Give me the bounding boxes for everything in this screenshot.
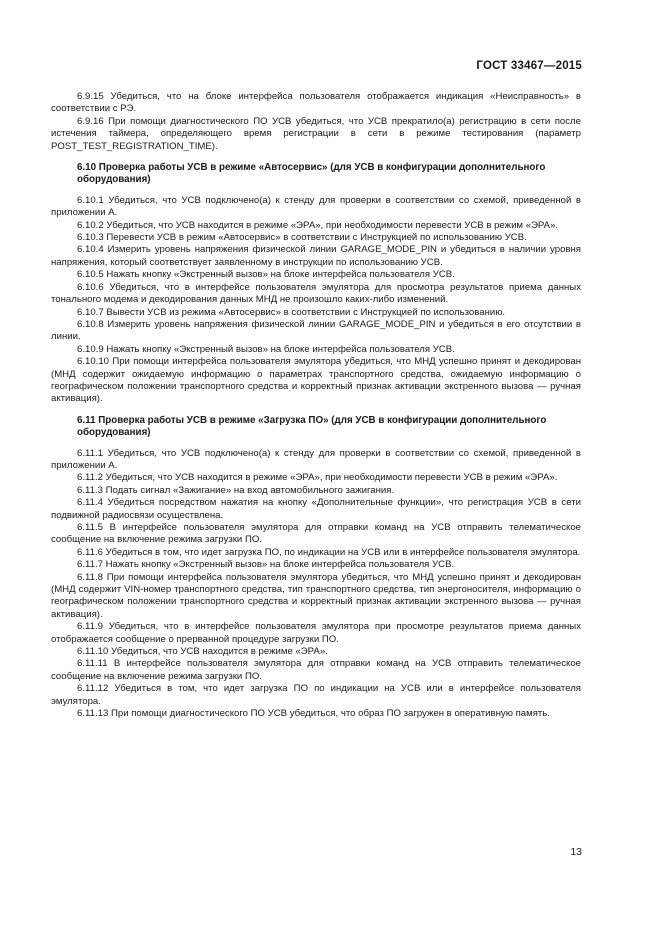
- paragraph-6-10-9: 6.10.9 Нажать кнопку «Экстренный вызов» на блоке интерфейса пользователя УСВ.: [77, 343, 455, 355]
- paragraph-6-10-10: 6.10.10 При помощи интерфейса пользователя эмулятора убедиться, что МНД успешно принят и декодирован (МНД содержит ожидаемую информацию о параметрах транспортного средства, ожидаемую информацию о географическом положении транспортного средства и корректный признак активации экстренного вызова — ручная активация).: [51, 356, 581, 405]
- paragraph-6-10-1: 6.10.1 Убедиться, что УСВ подключено(а) к стенду для проверки в соответствии со схемой, приведенной в приложении А.: [51, 194, 581, 219]
- paragraph-6-11-4: 6.11.4 Убедиться посредством нажатия на кнопку «Дополнительные функции», что регистрация УСВ в сети подвижной радиосвязи осуществлена.: [51, 497, 581, 521]
- paragraph-6-9-16: 6.9.16 При помощи диагностического ПО УСВ убедиться, что УСВ прекратило(а) регистрацию в сети после истечения таймера, определяющего время регистрации в сети в режиме тестирования (параметр POST_TEST_REGISTRATION_TIME).: [51, 115, 581, 152]
- paragraph-6-10-8: 6.10.8 Измерить уровень напряжения физической линии GARAGE_MODE_PIN и убедиться в его отсутствии в линии.: [51, 318, 581, 343]
- paragraph-6-11-3: 6.11.3 Подать сигнал «Зажигание» на вход автомобильного зажигания.: [77, 484, 395, 496]
- paragraph-6-11-8: 6.11.8 При помощи интерфейса пользователя эмулятора убедиться, что МНД успешно принят и декодирован (МНД содержит VIN-номер транспортного средства, тип транспортного средства, тип энергоносителя, информацию о географическом положении транспортного средства и корректный признак активации экстренного вызова — ручная активация).: [51, 571, 581, 620]
- paragraph-6-11-1: 6.11.1 Убедиться, что УСВ подключено(а) к стенду для проверки в соответствии со схемой, приведенной в приложении А.: [51, 447, 581, 471]
- section-title-6-11: 6.11 Проверка работы УСВ в режиме «Загрузка ПО» (для УСВ в конфигурации дополнительного оборудования): [77, 414, 547, 439]
- page-body: [51, 91, 581, 721]
- paragraph-6-10-6: 6.10.6 Убедиться, что в интерфейсе пользователя эмулятора для просмотра результатов приема данных тонального модема и декодирования данных МНД не произошло каких-либо изменений.: [51, 281, 581, 306]
- paragraph-6-11-11: 6.11.11 В интерфейсе пользователя эмулятора для отправки команд на УСВ отправить телематическое сообщение на включение режима загрузки ПО.: [51, 658, 581, 682]
- paragraph-6-10-3: 6.10.3 Перевести УСВ в режим «Автосервис» в соответствии с Инструкцией по использованию УСВ.: [77, 232, 527, 244]
- paragraph-6-11-9: 6.11.9 Убедиться, что в интерфейсе пользователя эмулятора при просмотре результатов приема данных отображается сообщение о прерванной процедуре загрузки ПО.: [51, 621, 581, 645]
- paragraph-6-11-2: 6.11.2 Убедиться, что УСВ находится в режиме «ЭРА», при необходимости перевести УСВ в режим «ЭРА».: [77, 472, 558, 484]
- paragraph-6-10-5: 6.10.5 Нажать кнопку «Экстренный вызов» на блоке интерфейса пользователя УСВ.: [77, 269, 455, 281]
- section-title-6-10: 6.10 Проверка работы УСВ в режиме «Автосервис» (для УСВ в конфигурации дополнительного оборудования): [77, 162, 546, 186]
- paragraph-6-9-15: 6.9.15 Убедиться, что на блоке интерфейса пользователя отображается индикация «Неисправность» в соответствии с РЭ.: [51, 91, 581, 115]
- paragraph-6-11-6: 6.11.6 Убедиться в том, что идет загрузка ПО, по индикации на УСВ или в интерфейсе пользователя эмулятора.: [77, 546, 581, 558]
- standard-header: ГОСТ 33467—2015: [476, 60, 582, 72]
- page-number: 13: [570, 846, 582, 858]
- paragraph-6-10-7: 6.10.7 Вывести УСВ из режима «Автосервис» в соответствии с Инструкцией по использованию.: [77, 306, 506, 318]
- paragraph-6-11-13: 6.11.13 При помощи диагностического ПО УСВ убедиться, что образ ПО загружен в оперативную память.: [77, 708, 550, 720]
- paragraph-6-11-10: 6.11.10 Убедиться, что УСВ находится в режиме «ЭРА».: [77, 646, 328, 658]
- paragraph-6-11-12: 6.11.12 Убедиться в том, что идет загрузка ПО по индикации на УСВ или в интерфейсе пользователя эмулятора.: [51, 683, 581, 707]
- paragraph-6-11-5: 6.11.5 В интерфейсе пользователя эмулятора для отправки команд на УСВ отправить телематическое сообщение на включение режима загрузки ПО.: [51, 522, 581, 546]
- paragraph-6-11-7: 6.11.7 Нажать кнопку «Экстренный вызов» на блоке интерфейса пользователя УСВ.: [77, 559, 455, 571]
- paragraph-6-10-2: 6.10.2 Убедиться, что УСВ находится в режиме «ЭРА», при необходимости перевести УСВ в режим «ЭРА».: [77, 219, 559, 231]
- paragraph-6-10-4: 6.10.4 Измерить уровень напряжения физической линии GARAGE_MODE_PIN и убедиться в наличии уровня напряжения, который соответствует заявленному в инструкции по использованию УСВ.: [51, 244, 581, 268]
